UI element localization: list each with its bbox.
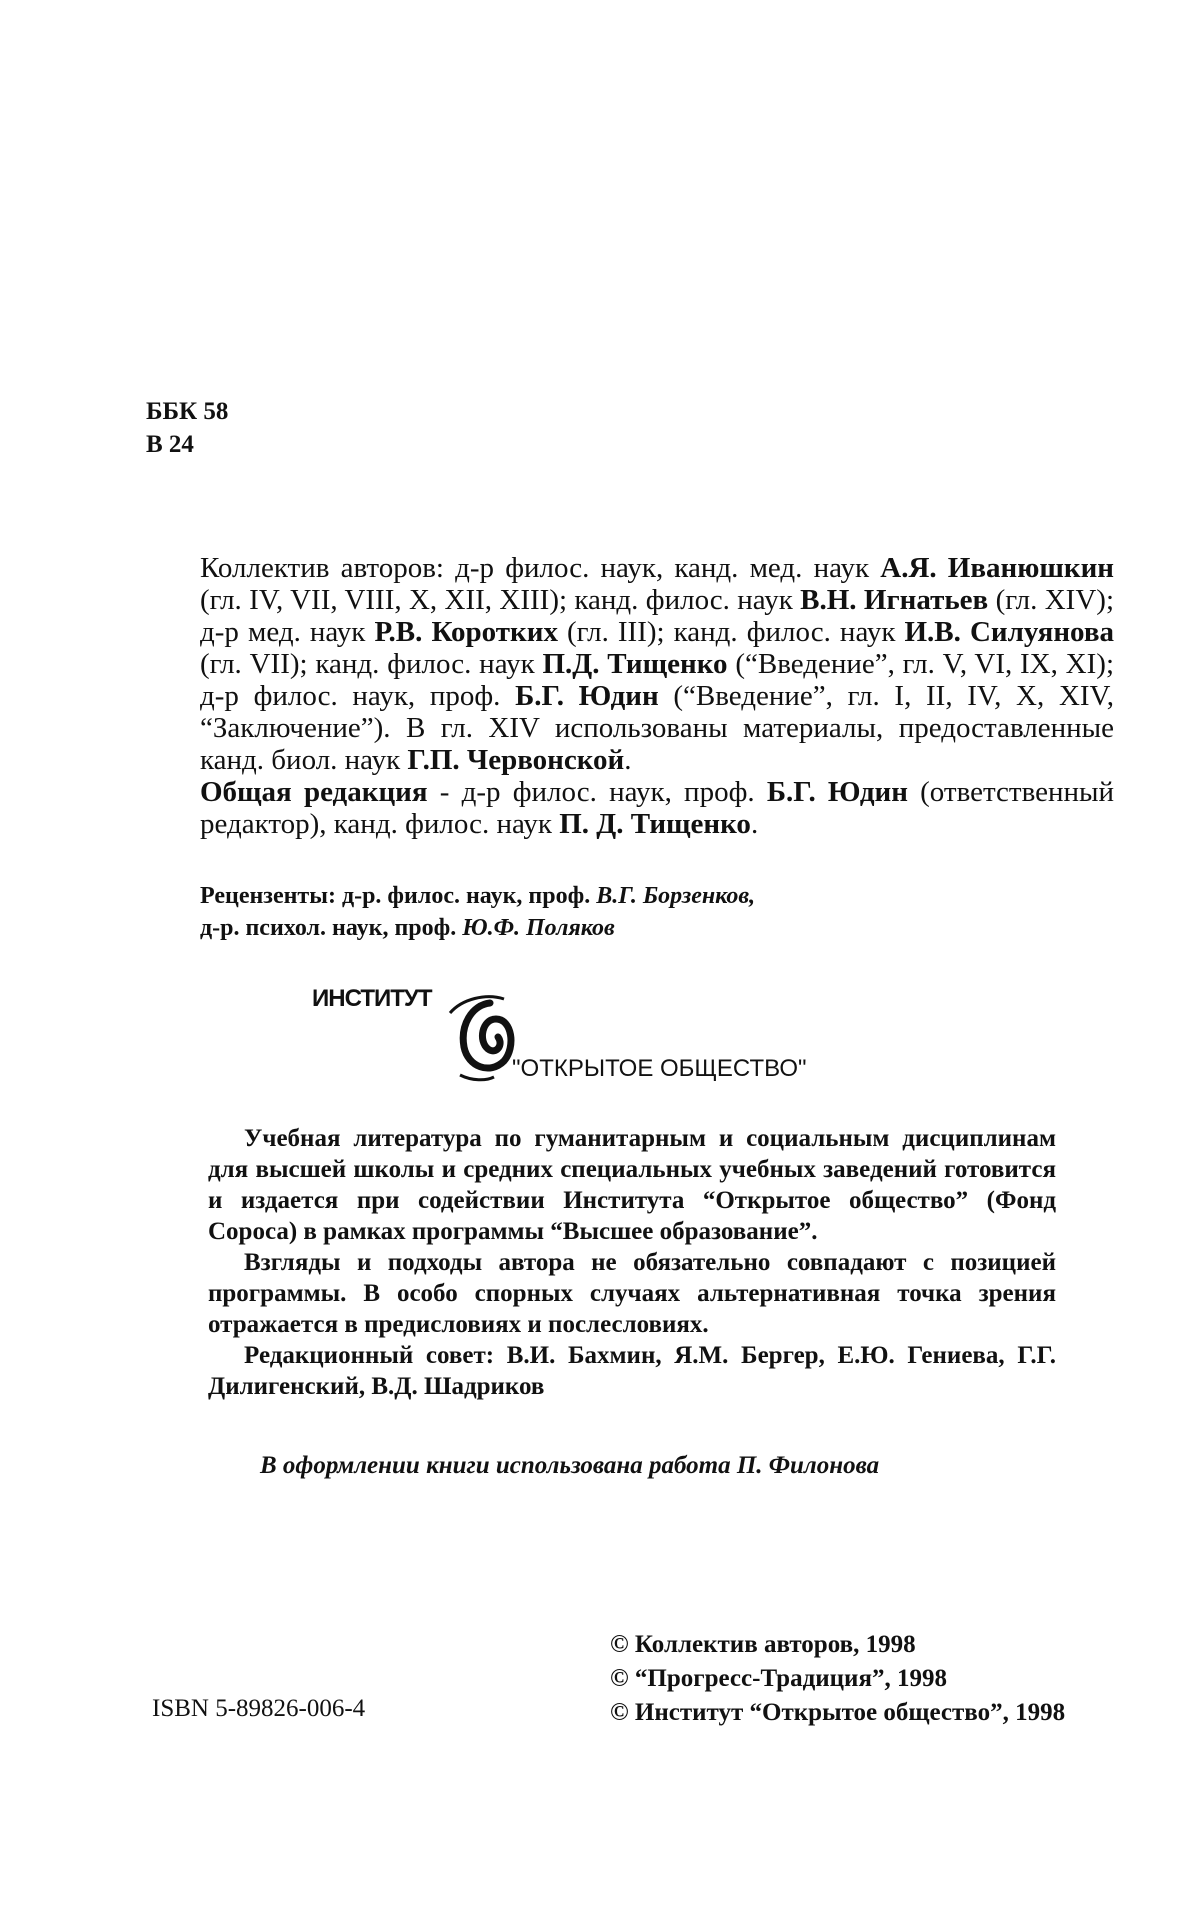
logo-bottom-text: "ОТКРЫТОЕ ОБЩЕСТВО" [512, 1055, 807, 1082]
authors-text-5: (гл. VII); канд. филос. наук [200, 648, 543, 680]
editor-name-2: П. Д. Тищенко [559, 808, 751, 840]
reviewer-1-name: В.Г. Борзенков, [596, 883, 756, 909]
author-name-3: Р.В. Коротких [374, 616, 558, 648]
editing-paragraph [200, 776, 1114, 840]
copyright-block [610, 1628, 1065, 1730]
bbk-code: ББК 58 [146, 398, 229, 425]
copyright-line-2: © “Прогресс-Традиция”, 1998 [610, 1665, 947, 1692]
authors-text-8: . [624, 744, 632, 776]
reviewer-line-2 [200, 912, 755, 944]
info-paragraph-1: Учебная литература по гуманитарным и социальным дисциплинам для высшей школы и средних специальных учебных заведений готовится и издается при содействии Института “Открытое общество” (Фонд Сороса) в рамках программы “Высшее образование”. [208, 1125, 1056, 1245]
publication-info [208, 1123, 1056, 1402]
author-mark: В 24 [146, 431, 194, 458]
author-name-4: И.В. Силуянова [904, 616, 1114, 648]
authors-lead: Коллектив авторов: [200, 552, 444, 584]
reviewer-1-title: Рецензенты: д-р. филос. наук, проф. [200, 883, 597, 909]
author-name-7: Г.П. Червонской [407, 744, 625, 776]
author-name-1: А.Я. Иванюшкин [880, 552, 1114, 584]
authors-text-3: (гл. XIV); д-р мед. наук [200, 584, 1114, 648]
reviewers-block [200, 880, 755, 944]
isbn: ISBN 5-89826-006-4 [152, 1695, 366, 1722]
editing-text-1: - д-р филос. наук, проф. [427, 776, 767, 808]
classification-block [146, 395, 228, 461]
editing-lead: Общая редакция [200, 776, 428, 808]
design-note: В оформлении книги использована работа П. Филонова [260, 1452, 880, 1479]
info-paragraph-2: Взгляды и подходы автора не обязательно совпадают с позицией программы. В особо спорных случаях альтернативная точка зрения отражается в предисловиях и послесловиях. [208, 1249, 1056, 1338]
authors-block [200, 552, 1114, 840]
copyright-line-3: © Институт “Открытое общество”, 1998 [610, 1699, 1066, 1726]
editor-name-1: Б.Г. Юдин [766, 776, 908, 808]
editorial-board: Редакционный совет: В.И. Бахмин, Я.М. Бергер, Е.Ю. Гениева, Г.Г. Дилигенский, В.Д. Шадриков [208, 1342, 1056, 1400]
editing-text-3: . [750, 808, 759, 840]
reviewer-2-title: д-р. психол. наук, проф. [200, 915, 463, 941]
authors-text-6: (“Введение”, гл. V, VI, IX, XI); д-р филос. наук, проф. [200, 648, 1114, 712]
logo-top-text: ИНСТИТУТ [312, 985, 432, 1012]
reviewer-line-1 [200, 880, 755, 912]
editing-text-2: (ответственный редактор), канд. филос. наук [200, 776, 1115, 840]
author-name-2: В.Н. Игнатьев [800, 584, 989, 616]
author-name-5: П.Д. Тищенко [542, 648, 728, 680]
authors-text-4: (гл. III); канд. филос. наук [557, 616, 905, 648]
authors-text-7: (“Введение”, гл. I, II, IV, X, XIV, “Заключение”). В гл. XIV использованы материалы, предоставленные канд. биол. наук [200, 680, 1114, 776]
authors-paragraph [200, 552, 1114, 776]
author-name-6: Б.Г. Юдин [515, 680, 659, 712]
reviewer-2-name: Ю.Ф. Поляков [462, 915, 615, 941]
authors-text-1: д-р филос. наук, канд. мед. наук [443, 552, 881, 584]
copyright-line-1: © Коллектив авторов, 1998 [610, 1631, 916, 1658]
authors-text-2: (гл. IV, VII, VIII, X, XII, XIII); канд. филос. наук [200, 584, 801, 616]
institute-logo [312, 985, 852, 1085]
